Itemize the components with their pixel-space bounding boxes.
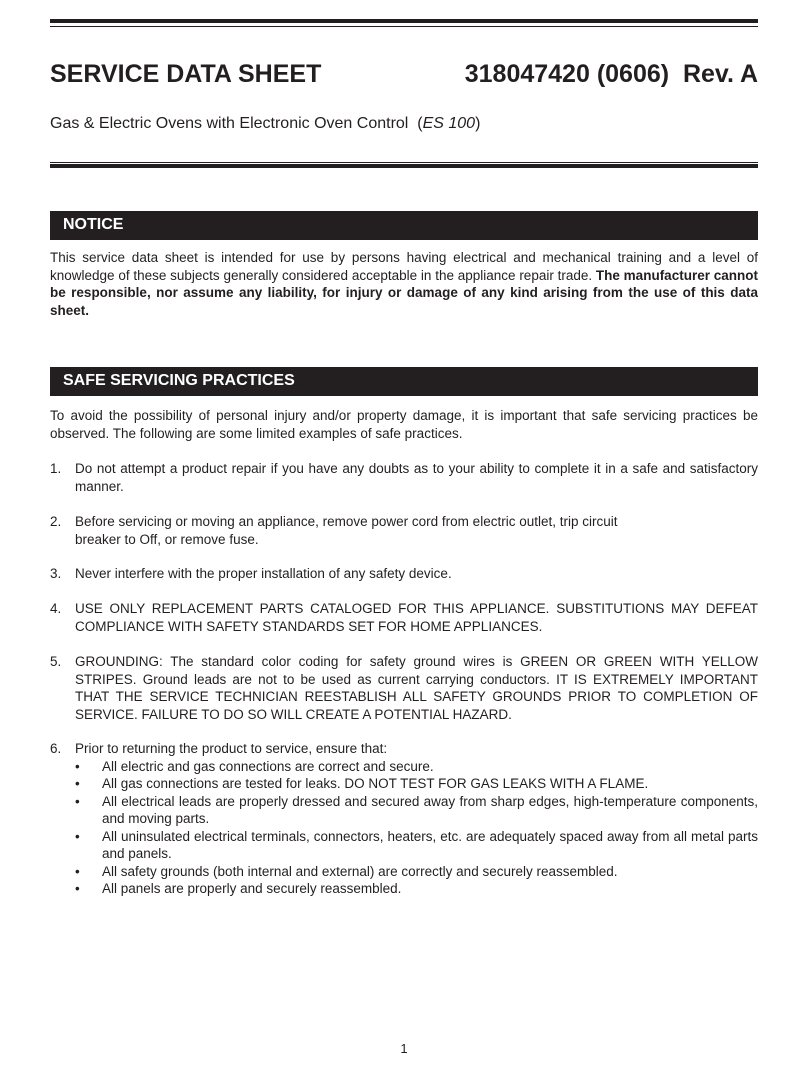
item-number: 5. (50, 654, 62, 669)
bullet-icon: • (75, 881, 80, 896)
safe-practices-intro: To avoid the possibility of personal injury and/or property damage, it is important that safe servicing practices be observed. The following are some limited examples of safe practices. (50, 408, 758, 441)
checklist-item: • All panels are properly and securely reassembled. (75, 881, 402, 896)
list-item-6 (50, 740, 758, 898)
page-number: 1 (400, 1041, 408, 1056)
list-item-1 (50, 460, 758, 495)
title-row (50, 60, 758, 89)
item-text: Before servicing or moving an appliance, remove power cord from electric outlet, trip circuit breaker to Off, or remove fuse. (75, 514, 618, 547)
checklist-item: • All electrical leads are properly dressed and secured away from sharp edges, high-temperature components, and moving parts. (75, 793, 758, 826)
document-title: SERVICE DATA SHEET (50, 60, 322, 88)
checklist-item: • All electric and gas connections are correct and secure. (75, 758, 434, 774)
top-rule-thick (50, 19, 758, 23)
notice-heading: NOTICE (50, 211, 758, 240)
item-number: 2. (50, 514, 62, 529)
notice-disclaimer: The manufacturer cannot be responsible, nor assume any liability, for injury or damage of any kind arising from the use of this data sheet. (50, 267, 758, 318)
item-number: 1. (50, 461, 62, 476)
checklist-item: • All gas connections are tested for leaks. DO NOT TEST FOR GAS LEAKS WITH A FLAME. (75, 776, 649, 791)
list-item-5 (50, 653, 758, 723)
header-rule-thick (50, 164, 758, 168)
item-number: 6. (50, 741, 62, 756)
list-item-4 (50, 600, 758, 635)
checklist-item: • All safety grounds (both internal and external) are correctly and securely reassembled. (75, 863, 618, 879)
list-item-3 (50, 565, 758, 583)
checklist-item: • All uninsulated electrical terminals, connectors, heaters, etc. are adequately spaced away from all metal parts and panels. (75, 828, 758, 861)
top-rule-thin (50, 26, 758, 27)
bullet-icon: • (75, 758, 80, 774)
document-number: 318047420 (0606) Rev. A (464, 60, 758, 88)
safe-practices-heading: SAFE SERVICING PRACTICES (50, 367, 758, 396)
bullet-icon: • (75, 828, 80, 844)
item-text: Prior to returning the product to service, ensure that: (75, 741, 388, 756)
bullet-icon: • (75, 776, 80, 791)
bullet-icon: • (75, 793, 80, 809)
bullet-icon: • (75, 863, 80, 879)
list-item-2 (50, 513, 758, 548)
item-number: 4. (50, 601, 62, 616)
notice-text: This service data sheet is intended for use by persons having electrical and mechanical training and a level of knowledge of these subjects generally considered acceptable in the appliance repair trade. The manufacturer cannot be responsible, nor assume any liability, for injury or damage of any kind arising from the use of this data sheet. (50, 250, 758, 318)
model-number: ES 100 (422, 115, 476, 132)
item-text: Never interfere with the proper installation of any safety device. (75, 566, 452, 581)
item-number: 3. (50, 566, 62, 581)
document-subtitle: Gas & Electric Ovens with Electronic Oven Control (ES 100) (50, 115, 481, 132)
checklist (75, 758, 758, 898)
item-text: GROUNDING: The standard color coding for safety ground wires is GREEN OR GREEN WITH YELLOW STRIPES. Ground leads are not to be used as current carrying conductors. IT IS EXTREMELY IMPORTANT THAT THE SERVICE TECHNICIAN REESTABLISH ALL SAFETY GROUNDS PRIOR TO COMPLETION OF SERVICE. FAILURE TO DO SO WILL CREATE A POTENTIAL HAZARD. (75, 654, 758, 722)
header-rule-thin (50, 162, 758, 163)
item-text: USE ONLY REPLACEMENT PARTS CATALOGED FOR THIS APPLIANCE. SUBSTITUTIONS MAY DEFEAT COMPLIANCE WITH SAFETY STANDARDS SET FOR HOME APPLIANCES. (75, 601, 758, 634)
item-text: Do not attempt a product repair if you have any doubts as to your ability to complete it in a safe and satisfactory manner. (75, 461, 758, 494)
